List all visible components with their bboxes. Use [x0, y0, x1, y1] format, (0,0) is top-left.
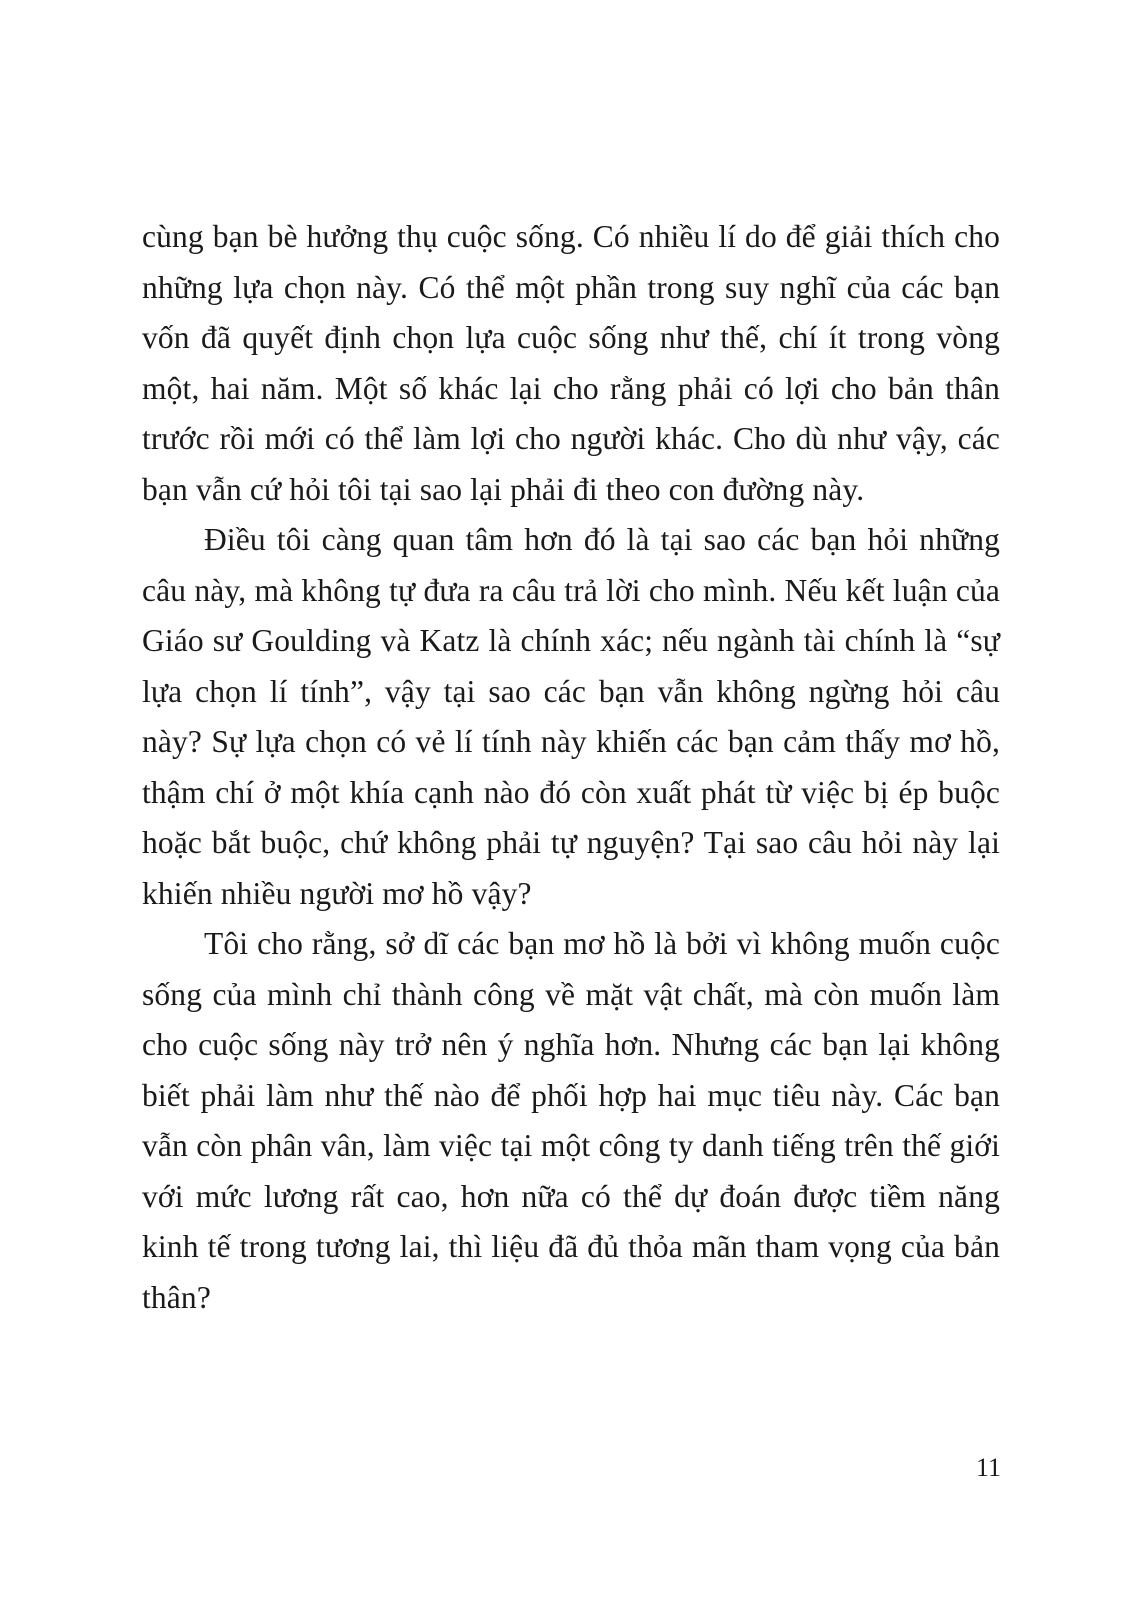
paragraph-2: Điều tôi càng quan tâm hơn đó là tại sao các bạn hỏi những câu này, mà không tự đưa ra câu trả lời cho mình. Nếu kết luận của Giáo sư Goulding và Katz là chính xác; nếu ngành tài chính là “sự lựa chọn lí tính”, vậy tại sao các bạn vẫn không ngừng hỏi câu này? Sự lựa chọn có vẻ lí tính này khiến các bạn cảm thấy mơ hồ, thậm chí ở một khía cạnh nào đó còn xuất phát từ việc bị ép buộc hoặc bắt buộc, chứ không phải tự nguyện? Tại sao câu hỏi này lại khiến nhiều người mơ hồ vậy? — [142, 522, 1000, 911]
body-text — [142, 212, 1000, 1323]
paragraph-3: Tôi cho rằng, sở dĩ các bạn mơ hồ là bởi vì không muốn cuộc sống của mình chỉ thành công về mặt vật chất, mà còn muốn làm cho cuộc sống này trở nên ý nghĩa hơn. Nhưng các bạn lại không biết phải làm như thế nào để phối hợp hai mục tiêu này. Các bạn vẫn còn phân vân, làm việc tại một công ty danh tiếng trên thế giới với mức lương rất cao, hơn nữa có thể dự đoán được tiềm năng kinh tế trong tương lai, thì liệu đã đủ thỏa mãn tham vọng của bản thân? — [142, 926, 1000, 1315]
page-number: 11 — [975, 1453, 1001, 1482]
paragraph-1: cùng bạn bè hưởng thụ cuộc sống. Có nhiều lí do để giải thích cho những lựa chọn này. Có thể một phần trong suy nghĩ của các bạn vốn đã quyết định chọn lựa cuộc sống như thế, chí ít trong vòng một, hai năm. Một số khác lại cho rằng phải có lợi cho bản thân trước rồi mới có thể làm lợi cho người khác. Cho dù như vậy, các bạn vẫn cứ hỏi tôi tại sao lại phải đi theo con đường này. — [142, 219, 1000, 507]
